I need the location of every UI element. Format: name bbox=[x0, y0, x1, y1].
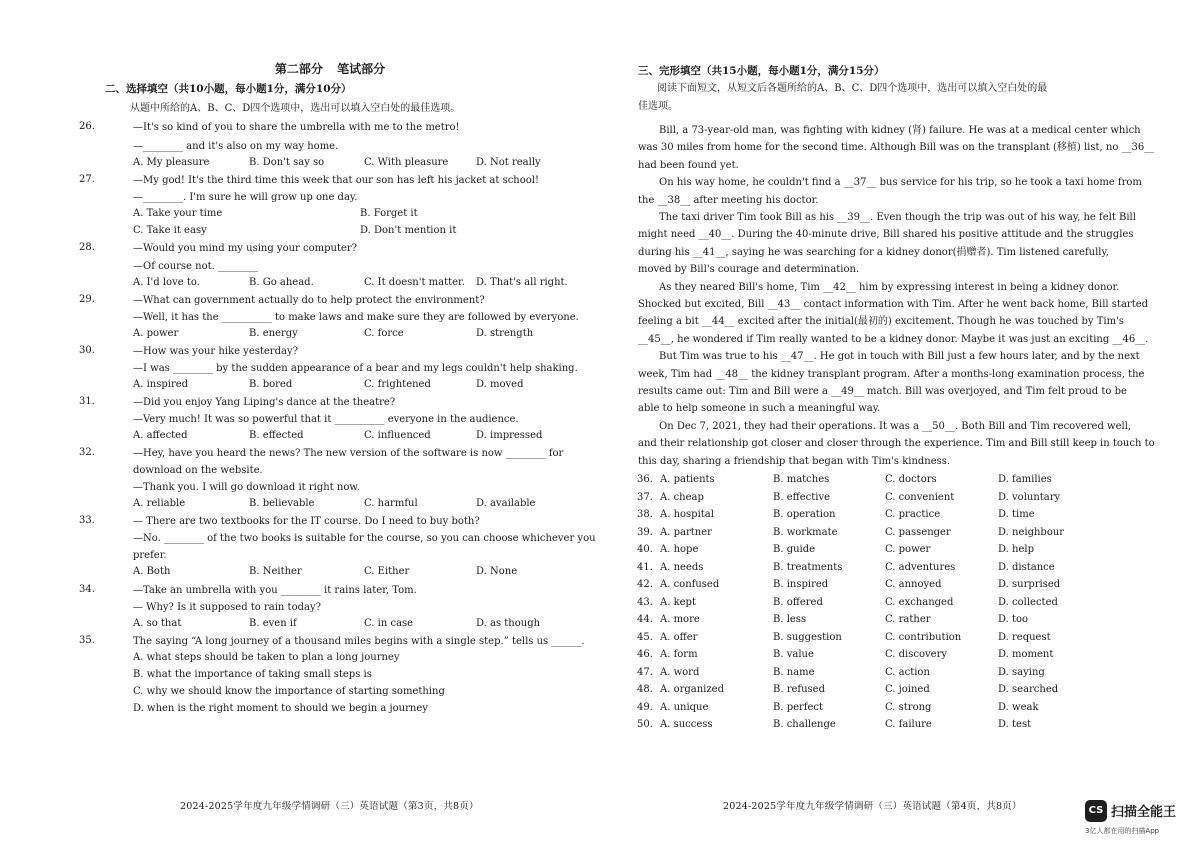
cloze-option-d: D. time bbox=[998, 509, 1035, 520]
passage-line: had been found yet. bbox=[638, 159, 739, 171]
cloze-option-a: A. more bbox=[660, 614, 700, 625]
question-line: —No. ________ of the two books is suitable for the course, so you can choose whichever you bbox=[133, 533, 596, 544]
passage-line: Shocked but excited, Bill __43__ contact information with Tim. After he went back home, Bill started bbox=[638, 299, 1149, 310]
question-number: 29. bbox=[79, 294, 95, 305]
cloze-option-b: B. operation bbox=[773, 509, 836, 520]
cloze-option-a: A. cheap bbox=[660, 491, 704, 503]
passage-line: this day, sharing a friendship that began with Tim's kindness. bbox=[638, 455, 951, 467]
question-line: —Take an umbrella with you ________ it rains later, Tom. bbox=[133, 585, 417, 596]
option-row-number: 43. bbox=[637, 596, 653, 608]
cloze-option-a: A. hope bbox=[660, 544, 699, 555]
cloze-option-d: D. too bbox=[998, 614, 1029, 625]
question-number: 28. bbox=[79, 242, 95, 253]
question-line: —Very much! It was so powerful that it __________ everyone in the audience. bbox=[133, 414, 519, 425]
cloze-option-d: D. collected bbox=[998, 596, 1058, 608]
cloze-option-a: A. word bbox=[660, 666, 700, 678]
option-row-number: 36. bbox=[637, 474, 653, 485]
page-footer-right: 2024-2025学年度九年级学情调研（三）英语试题（第4页，共8页） bbox=[723, 801, 1022, 812]
cloze-option-b: B. workmate bbox=[773, 526, 838, 538]
cloze-option-a: A. offer bbox=[660, 631, 698, 643]
option-c: C. Take it easy bbox=[133, 225, 207, 236]
cloze-option-a: A. patients bbox=[660, 474, 715, 485]
option-row-number: 38. bbox=[637, 509, 653, 520]
question-line: —Would you mind my using your computer? bbox=[133, 243, 358, 254]
cloze-option-a: A. organized bbox=[660, 684, 724, 695]
option-d: D. Don't mention it bbox=[360, 225, 457, 236]
passage-line: On his way home, he couldn't find a __37__ bus service for his trip, so he took a taxi home from bbox=[659, 177, 1142, 189]
cloze-option-a: A. unique bbox=[660, 701, 709, 713]
option-c: C. in case bbox=[364, 618, 414, 629]
part-title: 第二部分 笔试部分 bbox=[274, 62, 386, 76]
section-3-instruction: 阅读下面短文，从短文后各题所给的A、B、C、D四个选项中，选出可以填入空白处的最 bbox=[657, 83, 1048, 94]
question-number: 34. bbox=[79, 584, 95, 595]
cloze-option-c: C. annoyed bbox=[885, 579, 942, 590]
passage-line: feeling a bit __44__ excited after the initial(最初的) excitement. Though he was touched by Tim's bbox=[638, 316, 1124, 328]
cloze-option-d: D. saying bbox=[998, 666, 1045, 678]
option-d: D. None bbox=[476, 566, 518, 577]
question-line: —________. I'm sure he will grow up one day. bbox=[133, 192, 358, 203]
passage-line: As they neared Bill's home, Tim __42__ him by expressing interest in being a kidney donor. bbox=[659, 281, 1120, 293]
cloze-option-c: C. adventures bbox=[885, 561, 956, 573]
cloze-option-b: B. refused bbox=[773, 684, 825, 695]
option-a: A. affected bbox=[133, 430, 188, 441]
option-b: B. bored bbox=[249, 379, 293, 390]
question-number: 35. bbox=[79, 635, 95, 646]
option-a: A. Take your time bbox=[133, 208, 223, 219]
option-row-number: 50. bbox=[637, 719, 653, 730]
option-b: B. energy bbox=[249, 328, 298, 339]
passage-line: able to help someone in such a meaningful way. bbox=[638, 403, 881, 415]
option-row-number: 45. bbox=[637, 631, 653, 643]
passage-line: moved by Bill's courage and determination. bbox=[638, 264, 860, 276]
option-b: B. even if bbox=[249, 618, 297, 629]
option-row-number: 49. bbox=[637, 701, 653, 713]
cloze-option-d: D. help bbox=[998, 544, 1034, 555]
cloze-option-c: C. passenger bbox=[885, 526, 951, 538]
passage-line: the __38__ after meeting his doctor. bbox=[638, 194, 819, 206]
question-line: —Did you enjoy Yang Liping's dance at the theatre? bbox=[133, 397, 396, 408]
cloze-option-c: C. contribution bbox=[885, 631, 962, 643]
option-d: D. strength bbox=[476, 328, 534, 339]
passage-line: But Tim was true to his __47__. He got in touch with Bill just a few hours later, and by the next bbox=[659, 351, 1140, 363]
camscanner-logo: CS bbox=[1085, 800, 1107, 822]
cloze-option-d: D. test bbox=[998, 719, 1032, 730]
option-a: A. Both bbox=[133, 566, 171, 577]
cloze-option-b: B. offered bbox=[773, 596, 823, 608]
watermark-subtitle: 3亿人都在用的扫描App bbox=[1085, 827, 1160, 835]
cloze-option-b: B. challenge bbox=[773, 719, 836, 730]
cloze-option-d: D. moment bbox=[998, 649, 1054, 660]
section-3-title: 三、完形填空（共15小题，每小题1分，满分15分） bbox=[638, 65, 885, 77]
passage-line: The taxi driver Tim took Bill as his __39__. Even though the trip was out of his way, he felt Bill bbox=[659, 212, 1136, 223]
page-footer-left: 2024-2025学年度九年级学情调研（三）英语试题（第3页，共8页） bbox=[180, 801, 479, 812]
cloze-option-b: B. value bbox=[773, 649, 814, 660]
question-number: 26. bbox=[79, 121, 95, 132]
cloze-option-a: A. success bbox=[660, 719, 713, 730]
cloze-option-d: D. request bbox=[998, 631, 1051, 643]
option-b: B. effected bbox=[249, 430, 304, 441]
passage-line: results came out: Tim and Bill were a __49__ match. Bill was overjoyed, and Tim felt proud to be bbox=[638, 386, 1127, 397]
passage-line: during his __41__, saying he was searching for a kidney donor(捐赠者). Tim listened carefully, bbox=[638, 246, 1109, 258]
cloze-option-b: B. less bbox=[773, 614, 807, 625]
cloze-option-c: C. failure bbox=[885, 719, 932, 730]
question-line: —What can government actually do to help protect the environment? bbox=[133, 295, 485, 306]
passage-line: __45__, he wondered if Tim really wanted to be a kidney donor. Maybe it was just an exciting __46__. bbox=[638, 333, 1149, 345]
question-line: —Well, it has the __________ to make laws and make sure they are followed by everyone. bbox=[133, 312, 579, 323]
section-3-instruction-cont: 佳选项。 bbox=[638, 101, 678, 112]
passage-line: Bill, a 73-year-old man, was fighting with kidney (肾) failure. He was at a medical center which bbox=[659, 125, 1141, 136]
section-2-title: 二、选择填空（共10小题，每小题1分，满分10分） bbox=[105, 83, 352, 95]
option-d: D. when is the right moment to should we begin a journey bbox=[133, 703, 428, 714]
cloze-option-a: A. needs bbox=[660, 561, 704, 573]
passage-line: might need __40__. During the 40-minute drive, Bill shared his positive attitude and the struggles bbox=[638, 229, 1134, 241]
cloze-option-b: B. perfect bbox=[773, 701, 824, 713]
option-b: B. Neither bbox=[249, 566, 302, 577]
cloze-option-b: B. effective bbox=[773, 491, 831, 503]
question-line: The saying “A long journey of a thousand miles begins with a single step.” tells us ______. bbox=[133, 636, 585, 647]
option-c: C. It doesn't matter. bbox=[364, 277, 465, 288]
cloze-option-c: C. power bbox=[885, 544, 931, 555]
cloze-option-a: A. confused bbox=[660, 579, 720, 590]
cloze-option-c: C. convenient bbox=[885, 491, 955, 503]
cloze-option-c: C. doctors bbox=[885, 474, 937, 485]
option-row-number: 48. bbox=[637, 684, 653, 695]
option-c: C. Either bbox=[364, 566, 410, 577]
question-line: —Hey, have you heard the news? The new version of the software is now ________ for bbox=[133, 448, 564, 459]
option-row-number: 41. bbox=[637, 561, 653, 573]
cloze-option-c: C. joined bbox=[885, 684, 930, 695]
option-b: B. Go ahead. bbox=[249, 277, 314, 288]
option-d: D. That's all right. bbox=[476, 277, 568, 288]
cloze-option-d: D. searched bbox=[998, 684, 1059, 695]
option-a: A. so that bbox=[133, 618, 182, 629]
question-number: 31. bbox=[79, 396, 95, 407]
question-number: 33. bbox=[79, 515, 95, 526]
cloze-option-a: A. form bbox=[660, 649, 698, 660]
option-d: D. moved bbox=[476, 379, 524, 390]
option-row-number: 40. bbox=[637, 544, 653, 555]
cloze-option-b: B. guide bbox=[773, 544, 816, 555]
question-line: download on the website. bbox=[133, 465, 263, 476]
cloze-option-a: A. kept bbox=[660, 596, 696, 608]
cloze-option-c: C. action bbox=[885, 666, 930, 678]
option-a: A. My pleasure bbox=[133, 157, 210, 168]
option-row-number: 46. bbox=[637, 649, 653, 660]
option-c: C. With pleasure bbox=[364, 157, 449, 168]
passage-line: and their relationship got closer and closer through the experience. Tim and Bill still keep in touch to bbox=[638, 438, 1155, 450]
option-b: B. what the importance of taking small steps is bbox=[133, 669, 372, 680]
cloze-option-b: B. treatments bbox=[773, 561, 843, 573]
question-line: —It's so kind of you to share the umbrella with me to the metro! bbox=[133, 122, 460, 133]
question-number: 27. bbox=[79, 174, 95, 185]
question-line: —________ and it's also on my way home. bbox=[133, 141, 339, 152]
cloze-option-d: D. distance bbox=[998, 561, 1055, 573]
question-line: — Why? Is it supposed to rain today? bbox=[133, 602, 321, 613]
option-row-number: 42. bbox=[637, 579, 653, 590]
option-a: A. what steps should be taken to plan a long journey bbox=[133, 652, 400, 663]
option-b: B. Forget it bbox=[360, 208, 418, 219]
cloze-option-a: A. hospital bbox=[660, 509, 714, 520]
option-c: C. force bbox=[364, 328, 404, 339]
question-line: prefer. bbox=[133, 550, 167, 561]
option-a: A. inspired bbox=[133, 379, 189, 390]
cloze-option-b: B. inspired bbox=[773, 579, 829, 590]
option-a: A. power bbox=[133, 328, 179, 339]
cloze-option-c: C. practice bbox=[885, 509, 941, 520]
option-d: D. impressed bbox=[476, 430, 543, 441]
section-2-instruction: 从题中所给的A、B、C、D四个选项中，选出可以填入空白处的最佳选项。 bbox=[130, 103, 461, 114]
option-row-number: 44. bbox=[637, 614, 653, 625]
option-d: D. as though bbox=[476, 618, 541, 629]
cloze-option-c: C. discovery bbox=[885, 649, 948, 660]
option-d: D. Not really bbox=[476, 157, 541, 168]
option-c: C. why we should know the importance of starting something bbox=[133, 686, 445, 697]
cloze-option-c: C. exchanged bbox=[885, 596, 954, 608]
cloze-option-d: D. weak bbox=[998, 701, 1039, 713]
question-line: —Thank you. I will go download it right now. bbox=[133, 482, 360, 493]
option-c: C. harmful bbox=[364, 498, 418, 509]
cloze-option-c: C. rather bbox=[885, 614, 931, 625]
passage-line: was 30 miles from home for the second time. Although Bill was on the transplant (移植) list, no __36__ bbox=[638, 142, 1155, 154]
option-a: A. reliable bbox=[133, 498, 186, 509]
option-c: C. influenced bbox=[364, 430, 431, 441]
option-a: A. I'd love to. bbox=[133, 277, 200, 288]
question-number: 32. bbox=[79, 447, 95, 458]
option-d: D. available bbox=[476, 498, 536, 509]
cloze-option-b: B. matches bbox=[773, 474, 830, 485]
cloze-option-d: D. surprised bbox=[998, 579, 1061, 590]
cloze-option-c: C. strong bbox=[885, 701, 932, 713]
passage-line: On Dec 7, 2021, they had their operations. It was a __50__. Both Bill and Tim recovered well, bbox=[659, 420, 1132, 432]
option-b: B. Don't say so bbox=[249, 157, 325, 168]
cloze-option-d: D. neighbour bbox=[998, 526, 1065, 538]
watermark-brand: 扫描全能王 bbox=[1111, 805, 1177, 820]
cloze-option-b: B. name bbox=[773, 666, 815, 678]
option-row-number: 47. bbox=[637, 666, 653, 678]
question-line: —Of course not. ________ bbox=[133, 261, 258, 272]
cloze-option-a: A. partner bbox=[660, 526, 712, 538]
question-line: — There are two textbooks for the IT course. Do I need to buy both? bbox=[133, 516, 480, 527]
cloze-option-d: D. families bbox=[998, 474, 1052, 485]
option-c: C. frightened bbox=[364, 379, 431, 390]
cloze-option-b: B. suggestion bbox=[773, 631, 842, 643]
option-row-number: 37. bbox=[637, 491, 653, 503]
option-row-number: 39. bbox=[637, 526, 653, 538]
cloze-option-d: D. voluntary bbox=[998, 491, 1061, 503]
question-line: —My god! It's the third time this week that our son has left his jacket at school! bbox=[133, 175, 540, 186]
passage-line: week, Tim had __48__ the kidney transplant program. After a months-long examination process, the bbox=[638, 368, 1145, 380]
question-line: —I was ________ by the sudden appearance of a bear and my legs couldn't help shaking. bbox=[133, 363, 578, 374]
question-number: 30. bbox=[79, 345, 95, 356]
question-line: —How was your hike yesterday? bbox=[133, 346, 298, 357]
option-b: B. believable bbox=[249, 498, 315, 509]
